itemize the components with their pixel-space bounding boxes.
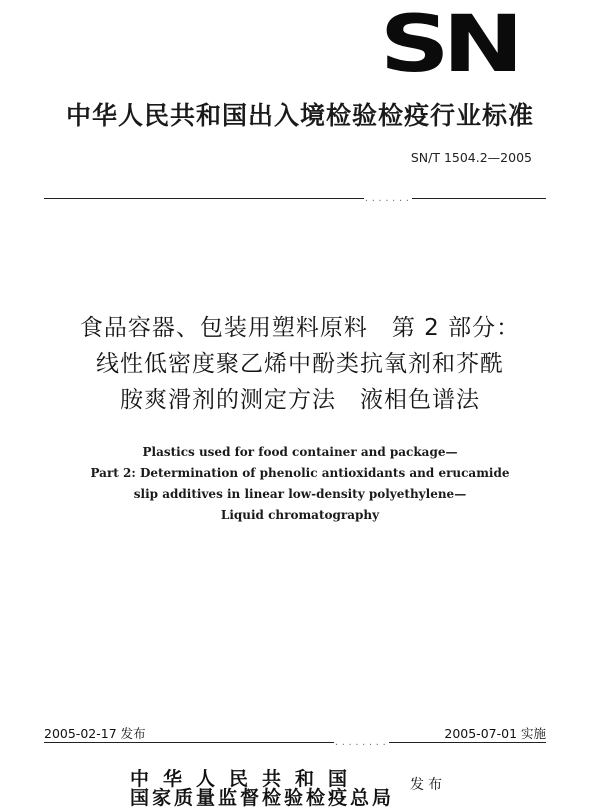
english-title-line-1: Plastics used for food container and package— [142,445,458,459]
publish-verb: 发布 [410,777,446,793]
standard-number: SN/T 1504.2—2005 [410,150,532,165]
footer-divider [44,740,546,749]
issue-date: 2005-02-17 发布 [44,726,146,741]
publisher-line-2: 国家质量监督检验检疫总局 [130,787,395,809]
english-title [0,442,600,526]
header-divider [44,196,546,205]
english-title-line-3: slip additives in linear low-density polyethylene— [133,487,467,501]
chinese-title [0,310,600,418]
chinese-title-line-1: 食品容器、包装用塑料原料 第 2 部分： [79,315,521,341]
divider-dots: ········ [334,740,389,749]
organization-title: 中华人民共和国出入境检验检疫行业标准 [65,101,534,130]
sn-logo: SN [379,0,516,90]
divider-dots: ······· [364,196,412,205]
chinese-title-line-2: 线性低密度聚乙烯中酚类抗氧剂和芥酰 [96,351,504,377]
english-title-line-4: Liquid chromatography [220,508,380,522]
chinese-title-line-3: 胺爽滑剂的测定方法 液相色谱法 [120,387,480,413]
english-title-line-2: Part 2: Determination of phenolic antioxidants and erucamide [90,466,510,480]
implementation-date: 2005-07-01 实施 [444,726,546,741]
publisher-line-1: 中华人民共和国 [130,768,362,790]
